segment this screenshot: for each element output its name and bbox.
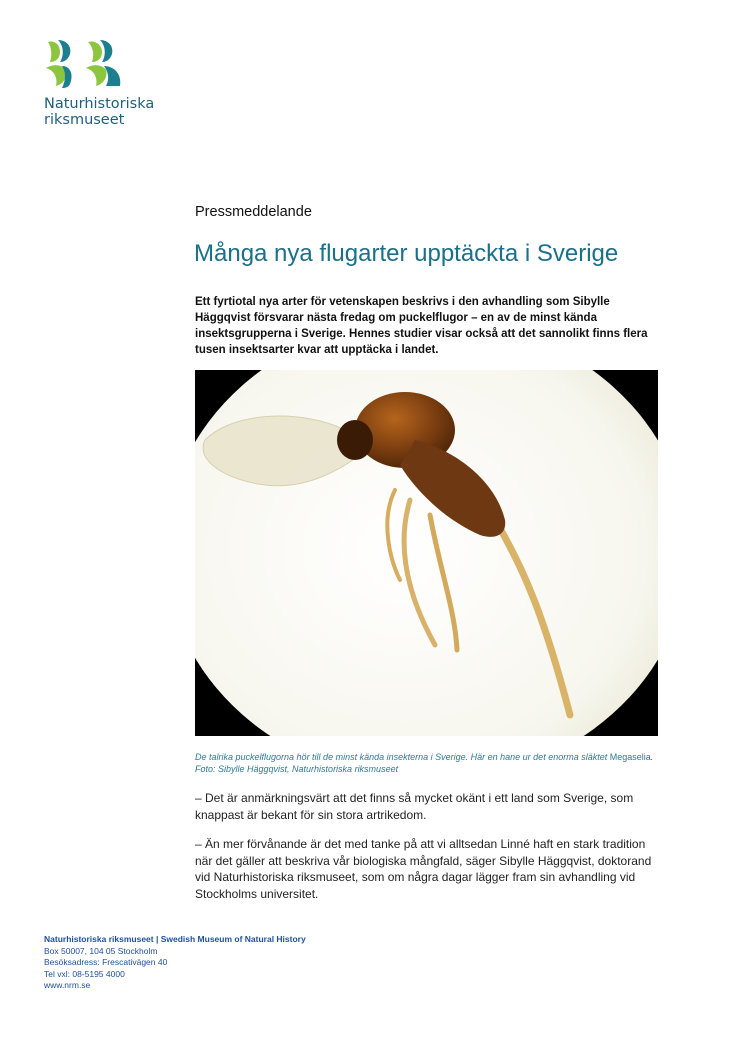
- footer-phone: Tel vxl: 08-5195 4000: [44, 968, 125, 979]
- logo-name-line1: Naturhistoriska: [44, 96, 155, 112]
- caption-credit: . Foto: Sibylle Häggqvist, Naturhistoriska riksmuseet: [195, 752, 654, 774]
- document-label: Pressmeddelande: [195, 204, 312, 220]
- fly-photo-illustration: [195, 370, 658, 736]
- footer-website[interactable]: www.nrm.se: [44, 980, 91, 990]
- museum-logo-mark-icon: [44, 38, 124, 90]
- museum-logo: [44, 38, 184, 128]
- body-paragraph-1: – Det är anmärkningsvärt att det finns så mycket okänt i ett land som Sverige, som knappast är bekant för sin stora artrikedom.: [195, 791, 634, 822]
- page-title: Många nya flugarter upptäckta i Sverige: [194, 240, 619, 267]
- footer-contact: [44, 934, 306, 992]
- body-paragraph-2: – Än mer förvånande är det med tanke på att vi alltsedan Linné haft en stark tradition när det gäller att beskriva vår biologiska mångfald, säger Sibylle Häggqvist, doktorand vid Naturhistoriska riksmuseet, som om några dagar lägger fram sin avhandling vid Stockholms universitet.: [195, 837, 652, 901]
- fly-photo: [195, 370, 658, 736]
- museum-logo-name: [44, 96, 184, 128]
- footer-address: Box 50007, 104 05 Stockholm: [44, 945, 158, 956]
- caption-genus: Megaselia: [609, 752, 651, 762]
- footer-org: Naturhistoriska riksmuseet | Swedish Museum of Natural History: [44, 934, 306, 944]
- photo-caption: [195, 751, 665, 775]
- lede-paragraph: Ett fyrtiotal nya arter för vetenskapen beskrivs i den avhandling som Sibylle Häggqvist försvarar nästa fredag om puckelflugor – en av de minst kända insektsgrupperna i Sverige. Hennes studier visar också att det sannolikt finns flera tusen insektsarter kvar att upptäcka i landet.: [195, 296, 648, 356]
- footer-visit-address: Besöksadress: Frescativägen 40: [44, 957, 168, 967]
- caption-text: De talrika puckelflugorna hör till de minst kända insekterna i Sverige. Här en hane ur det enorma släktet: [195, 752, 610, 762]
- logo-name-line2: riksmuseet: [44, 112, 125, 128]
